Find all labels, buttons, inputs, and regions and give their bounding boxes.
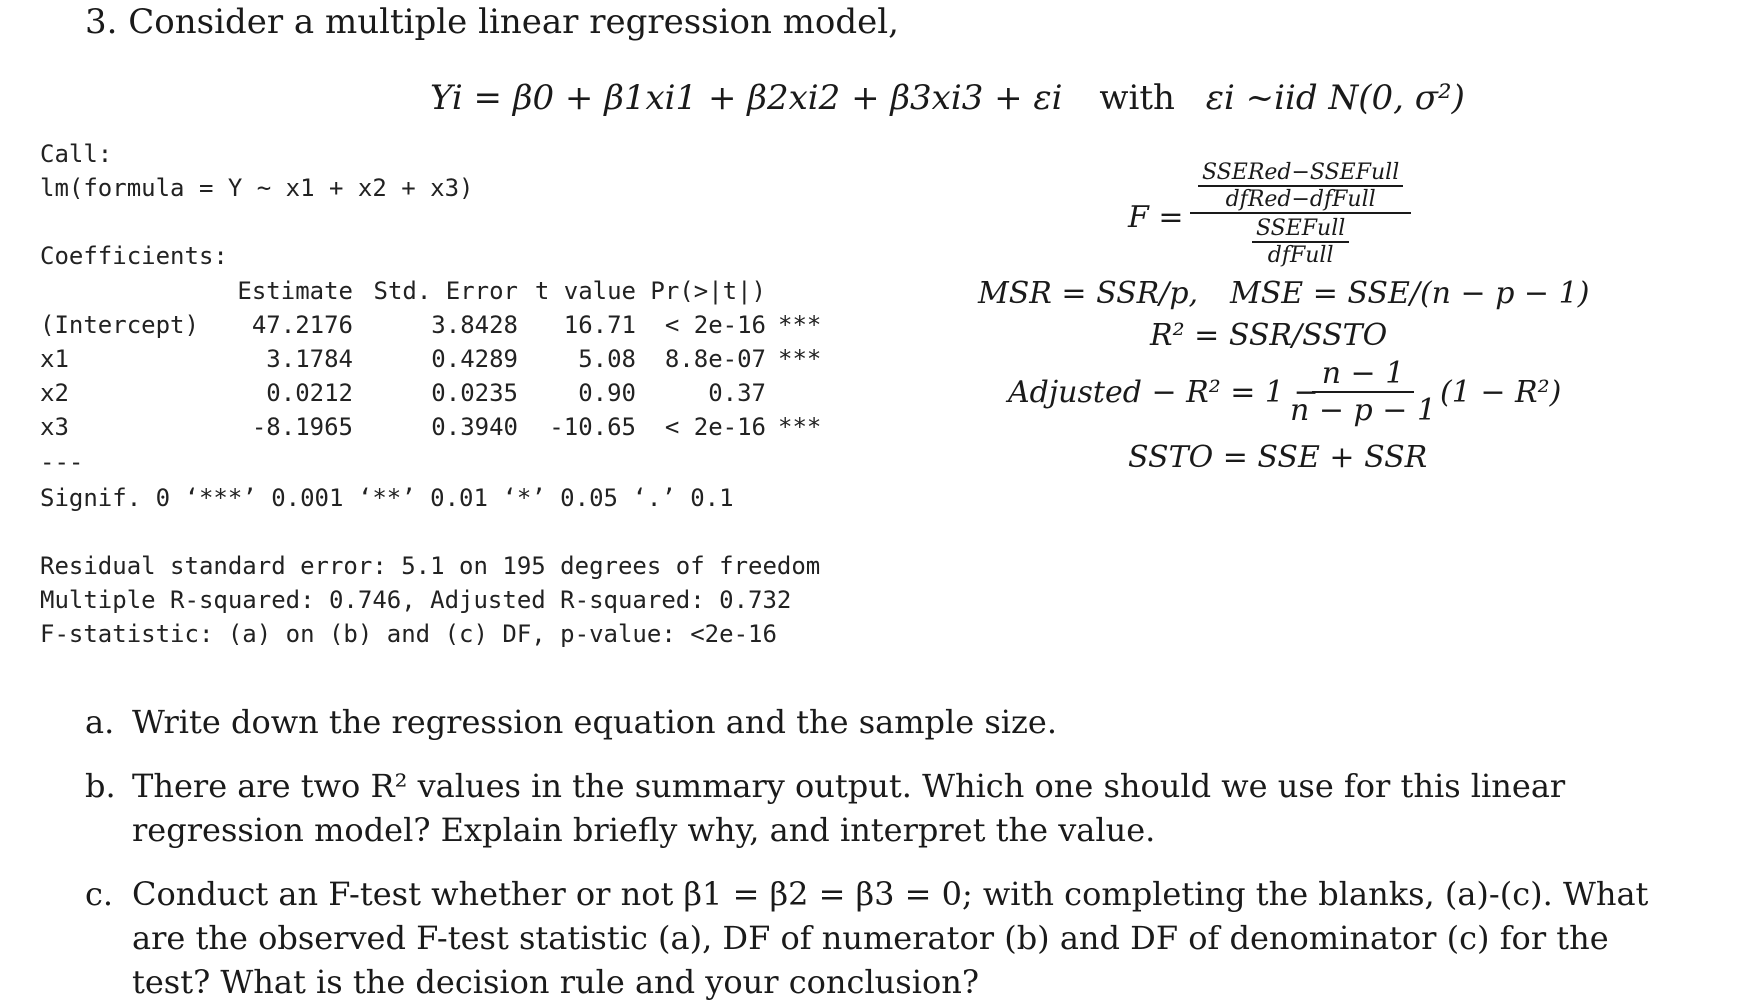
f-formula-lhs: F = [1128, 200, 1184, 235]
call-formula: lm(formula = Y ~ x1 + x2 + x3) [40, 174, 474, 202]
coef-cell: x1 [40, 345, 69, 373]
with-word: with [1099, 78, 1175, 118]
signif-codes: Signif. 0 ‘***’ 0.001 ‘**’ 0.01 ‘*’ 0.05 ‘.’ 0.1 [40, 484, 734, 512]
coef-cell: *** [778, 345, 822, 373]
coef-cell: 8.8e-07 [664, 345, 766, 373]
coef-cell [766, 376, 838, 410]
coef-cell: < 2e-16 [664, 413, 766, 441]
coef-header-cell: Std. Error [373, 277, 518, 305]
coef-row [40, 342, 838, 376]
f-formula-fraction [1190, 160, 1411, 268]
coef-cell: *** [778, 311, 822, 339]
coef-cell: 0.4289 [431, 345, 518, 373]
question-a-letter: a. [85, 703, 115, 741]
coef-cell: 0.0212 [266, 379, 353, 407]
residual-std-error: Residual standard error: 5.1 on 195 degrees of freedom [40, 552, 821, 580]
coef-header-row [40, 274, 838, 308]
coefficients-label: Coefficients: [40, 242, 228, 270]
coef-cell: 16.71 [563, 311, 636, 339]
coef-cell: x3 [40, 413, 69, 441]
separator-line: --- [40, 448, 84, 476]
question-b-text: There are two R² values in the summary output. Which one should we use for this linear regression model? Explain briefly why, and interpret the value. [132, 767, 1566, 849]
call-label: Call: [40, 140, 113, 168]
f-top-numerator: SSERed−SSEFull [1198, 160, 1403, 187]
coef-cell: (Intercept) [40, 311, 199, 339]
model-equation-text: Yi = β0 + β1xi1 + β2xi2 + β3xi3 + εi [430, 78, 1063, 118]
problem-heading: 3. Consider a multiple linear regression model, [85, 2, 899, 42]
f-bottom-numerator: SSEFull [1252, 216, 1349, 243]
msr-formula: MSR = SSR/p, [978, 276, 1199, 311]
ssto-formula: SSTO = SSE + SSR [1128, 440, 1428, 475]
error-distribution: εi ~iid N(0, σ²) [1205, 78, 1465, 118]
coef-row [40, 410, 838, 444]
coefficients-table [40, 274, 838, 444]
coef-cell: 0.3940 [431, 413, 518, 441]
adjusted-r2-numerator: n − 1 [1312, 356, 1415, 393]
adjusted-r2-denominator: n − p − 1 [1290, 393, 1437, 428]
f-statistic-line: F-statistic: (a) on (b) and (c) DF, p-value: <2e-16 [40, 620, 777, 648]
coef-cell: 5.08 [578, 345, 636, 373]
coef-cell: 0.37 [708, 379, 766, 407]
f-top-denominator: dfRed−dfFull [1225, 187, 1376, 212]
model-equation [430, 78, 1465, 118]
f-formula-numerator [1190, 160, 1411, 214]
coef-header-cell: Pr(>|t|) [650, 277, 766, 305]
f-formula-denominator [1252, 214, 1349, 268]
r2-formula: R² = SSR/SSTO [1150, 318, 1388, 353]
question-c-letter: c. [85, 875, 114, 913]
f-bottom-denominator: dfFull [1267, 243, 1334, 268]
coef-row [40, 376, 838, 410]
coef-cell: -10.65 [549, 413, 636, 441]
adjusted-r2-fraction [1290, 356, 1436, 428]
coef-row [40, 308, 838, 342]
coef-header-cell: t value [534, 277, 636, 305]
coef-cell: x2 [40, 379, 69, 407]
coef-cell: 0.90 [578, 379, 636, 407]
coef-cell: 3.8428 [431, 311, 518, 339]
adjusted-r2-lhs: Adjusted − R² = 1 − [1008, 375, 1319, 410]
coef-cell: < 2e-16 [664, 311, 766, 339]
coef-cell: -8.1965 [251, 413, 353, 441]
coef-cell: *** [778, 413, 822, 441]
coef-header-cell [766, 274, 838, 308]
adjusted-r2-rhs: (1 − R²) [1440, 375, 1562, 410]
question-b-letter: b. [85, 767, 116, 805]
coef-header-cell [40, 274, 223, 308]
mse-formula: MSE = SSE/(n − p − 1) [1230, 276, 1590, 311]
coef-cell: 3.1784 [266, 345, 353, 373]
coef-cell: 47.2176 [251, 311, 353, 339]
question-c-text: Conduct an F-test whether or not β1 = β2 = β3 = 0; with completing the blanks, (a)-(c). What are the observed F-test statistic (a), DF of numerator (b) and DF of denominator (c) for the test? What is the decision rule and your conclusion? [132, 875, 1649, 1001]
coef-cell: 0.0235 [431, 379, 518, 407]
coef-header-cell: Estimate [237, 277, 353, 305]
r-squared-line: Multiple R-squared: 0.746, Adjusted R-squared: 0.732 [40, 586, 792, 614]
question-a-text: Write down the regression equation and the sample size. [132, 703, 1057, 741]
